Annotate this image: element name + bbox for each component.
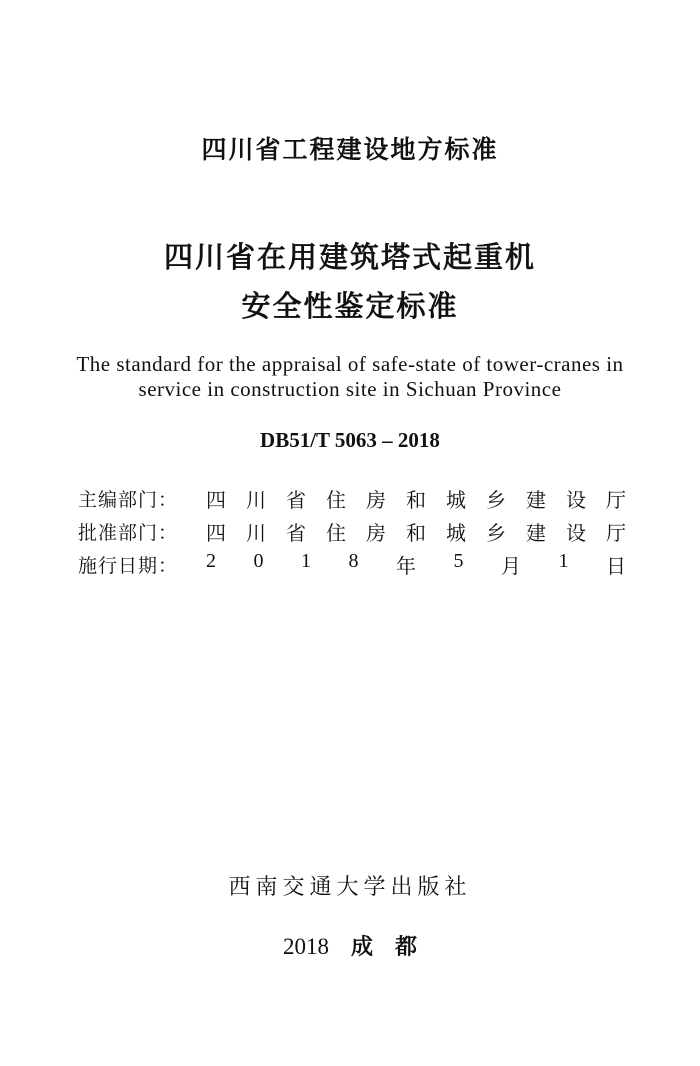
editor-char: 建 [526, 488, 546, 512]
main-title-line-1: 四川省在用建筑塔式起重机 [163, 240, 536, 274]
publication-city: 成都 [350, 935, 439, 960]
effective-date-label: 施行日期： [78, 555, 179, 577]
approver-char: 建 [526, 521, 546, 545]
date-char: 年 [396, 556, 416, 578]
date-char: 日 [606, 556, 626, 578]
standard-code: DB51/T 5063 – 2018 [260, 428, 440, 452]
series-title: 四川省工程建设地方标准 [201, 135, 499, 164]
editor-row [78, 482, 628, 515]
approver-char: 厅 [606, 521, 626, 545]
editor-char: 住 [326, 488, 346, 512]
approver-char: 设 [566, 521, 586, 545]
effective-date-row [78, 548, 628, 581]
approver-value [206, 517, 626, 546]
approver-row [78, 515, 628, 548]
approver-char: 和 [406, 521, 426, 545]
approver-char: 房 [366, 521, 386, 545]
date-char: 5 [453, 550, 464, 572]
date-char: 2 [206, 550, 216, 572]
date-char: 月 [501, 556, 521, 578]
effective-date-value [206, 550, 626, 579]
english-title-line-2: service in construction site in Sichuan Province [138, 377, 562, 401]
editor-char: 城 [446, 488, 466, 512]
approver-char: 城 [446, 521, 466, 545]
editor-char: 四 [206, 488, 226, 512]
approver-char: 省 [286, 521, 306, 545]
editor-char: 设 [566, 488, 586, 512]
publication-year: 2018 [282, 934, 329, 959]
info-table [78, 482, 628, 581]
editor-char: 乡 [486, 488, 506, 512]
approver-char: 乡 [486, 521, 506, 545]
publication-place [0, 930, 700, 961]
editor-char: 厅 [606, 488, 626, 512]
editor-label: 主编部门： [78, 489, 179, 511]
editor-char: 省 [286, 488, 306, 512]
approver-char: 四 [206, 521, 226, 545]
editor-value [206, 484, 626, 513]
editor-char: 和 [406, 488, 426, 512]
english-title-line-1: The standard for the appraisal of safe-state of tower-cranes in [76, 352, 624, 376]
approver-char: 川 [246, 521, 266, 545]
main-title-line-2: 安全性鉴定标准 [241, 289, 459, 323]
editor-char: 川 [246, 488, 266, 512]
date-char: 8 [348, 550, 359, 572]
date-char: 0 [253, 550, 264, 572]
publisher-name: 西南交通大学出版社 [228, 875, 472, 900]
editor-char: 房 [366, 488, 386, 512]
date-char: 1 [558, 550, 569, 572]
approver-char: 住 [326, 521, 346, 545]
approver-label: 批准部门： [78, 522, 179, 544]
date-char: 1 [301, 550, 311, 572]
